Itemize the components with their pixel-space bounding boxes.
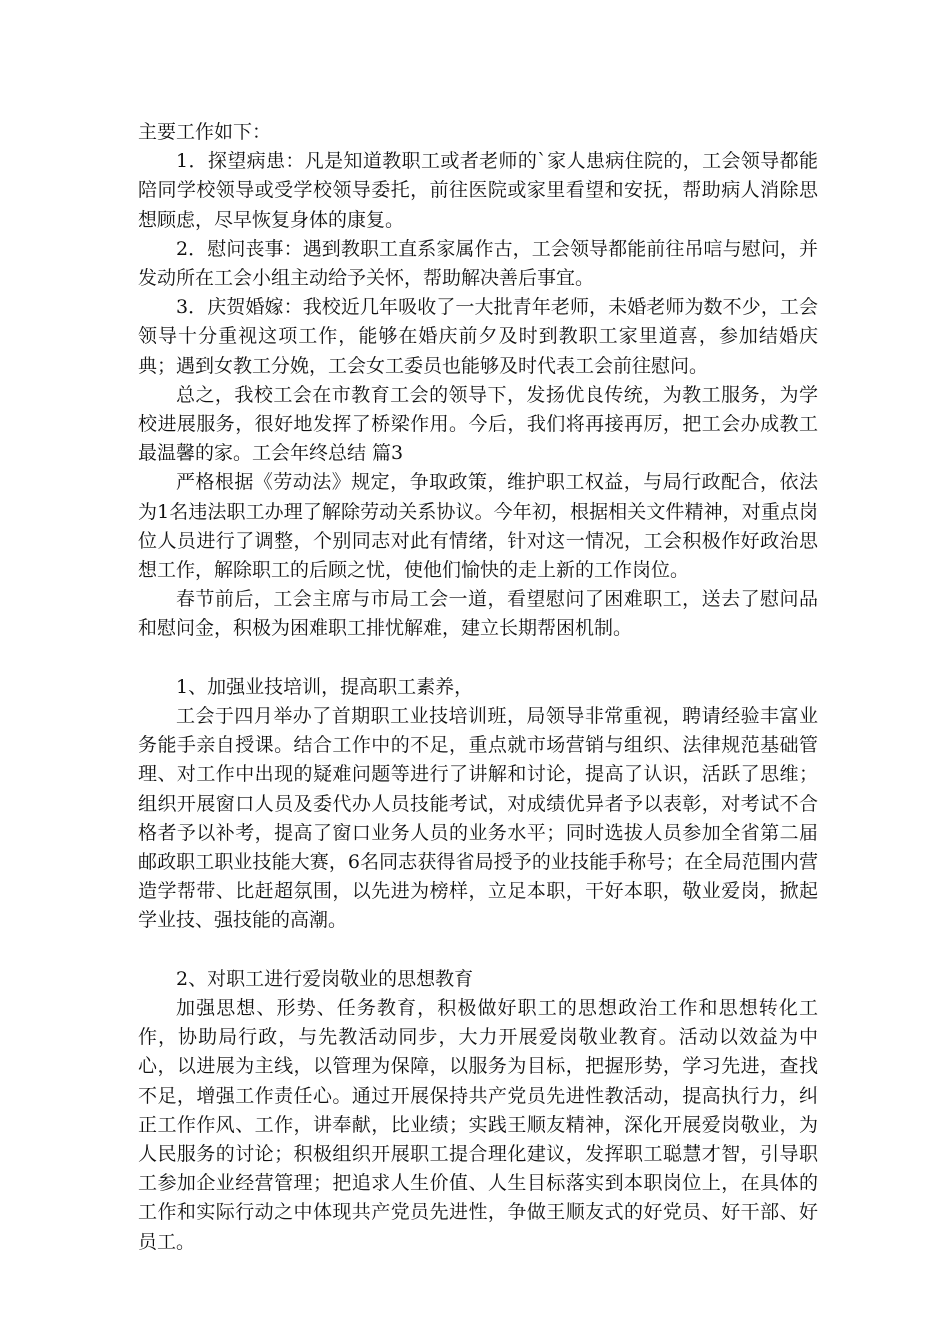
- paragraph-wedding: 3．庆贺婚嫁：我校近几年吸收了一大批青年老师，未婚老师为数不少，工会领导十分重视这项工作，能够在婚庆前夕及时到教职工家里道喜，参加结婚庆典；遇到女教工分娩，工会女工委员也能够及时代表工会前往慰问。: [138, 296, 818, 377]
- paragraph-education: 加强思想、形势、任务教育，积极做好职工的思想政治工作和思想转化工作，协助局行政，与先教活动同步，大力开展爱岗敬业教育。活动以效益为中心，以进展为主线，以管理为保障，以服务为目标，把握形势，学习先进，查找不足，增强工作责任心。通过开展保持共产党员先进性教活动，提高执行力，纠正工作作风、工作，讲奉献，比业绩；实践王顺友精神，深化开展爱岗敬业，为人民服务的讨论；积极组织开展职工提合理化建议，发挥职工聪慧才智，引导职工参加企业经营管理；把追求人生价值、人生目标落实到本职岗位上，在具体的工作和实际行动之中体现共产党员先进性，争做王顺友式的好党员、好干部、好员工。: [138, 997, 818, 1253]
- section-heading-education: 2、对职工进行爱岗敬业的思想教育: [176, 967, 474, 990]
- paragraph-spring-festival: 春节前后，工会主席与市局工会一道，看望慰问了困难职工，送去了慰问品和慰问金，积极为困难职工排忧解难，建立长期帮困机制。: [138, 588, 818, 640]
- intro-line: 主要工作如下：: [138, 121, 272, 143]
- paragraph-training: 工会于四月举办了首期职工业技培训班，局领导非常重视，聘请经验丰富业务能手亲自授课。结合工作中的不足，重点就市场营销与组织、法律规范基础管理、对工作中出现的疑难问题等进行了讲解和讨论，提高了认识，活跃了思维；组织开展窗口人员及委代办人员技能考试，对成绩优异者予以表彰，对考试不合格者予以补考，提高了窗口业务人员的业务水平；同时选拔人员参加全省第二届邮政职工职业技能大赛，6名同志获得省局授予的业技能手称号；在全局范围内营造学帮带、比赶超氛围，以先进为榜样，立足本职，干好本职，敬业爱岗，掀起学业技、强技能的高潮。: [138, 705, 818, 932]
- section-heading-training: 1、加强业技培训，提高职工素养，: [176, 675, 474, 698]
- paragraph-labor-law: 严格根据《劳动法》规定，争取政策，维护职工权益，与局行政配合，依法为1名违法职工办理了解除劳动关系协议。今年初，根据相关文件精神，对重点岗位人员进行了调整，个别同志对此有情绪，针对这一情况，工会积极作好政治思想工作，解除职工的后顾之忧，使他们愉快的走上新的工作岗位。: [138, 471, 818, 582]
- paragraph-gap: [138, 936, 818, 965]
- paragraph-summary: 总之，我校工会在市教育工会的领导下，发扬优良传统，为教工服务，为学校进展服务，很好地发挥了桥梁作用。今后，我们将再接再厉，把工会办成教工最温馨的家。工会年终总结 篇3: [138, 383, 818, 465]
- paragraph-condolence: 2．慰问丧事：遇到教职工直系家属作古，工会领导都能前往吊唁与慰问，并发动所在工会小组主动给予关怀，帮助解决善后事宜。: [138, 237, 818, 290]
- paragraph-gap: [138, 644, 818, 673]
- paragraph-visit-sick: 1．探望病患：凡是知道教职工或者老师的`家人患病住院的，工会领导都能陪同学校领导或受学校领导委托，前往医院或家里看望和安抚，帮助病人消除思想顾虑，尽早恢复身体的康复。: [138, 150, 818, 231]
- document-body: [138, 118, 818, 1257]
